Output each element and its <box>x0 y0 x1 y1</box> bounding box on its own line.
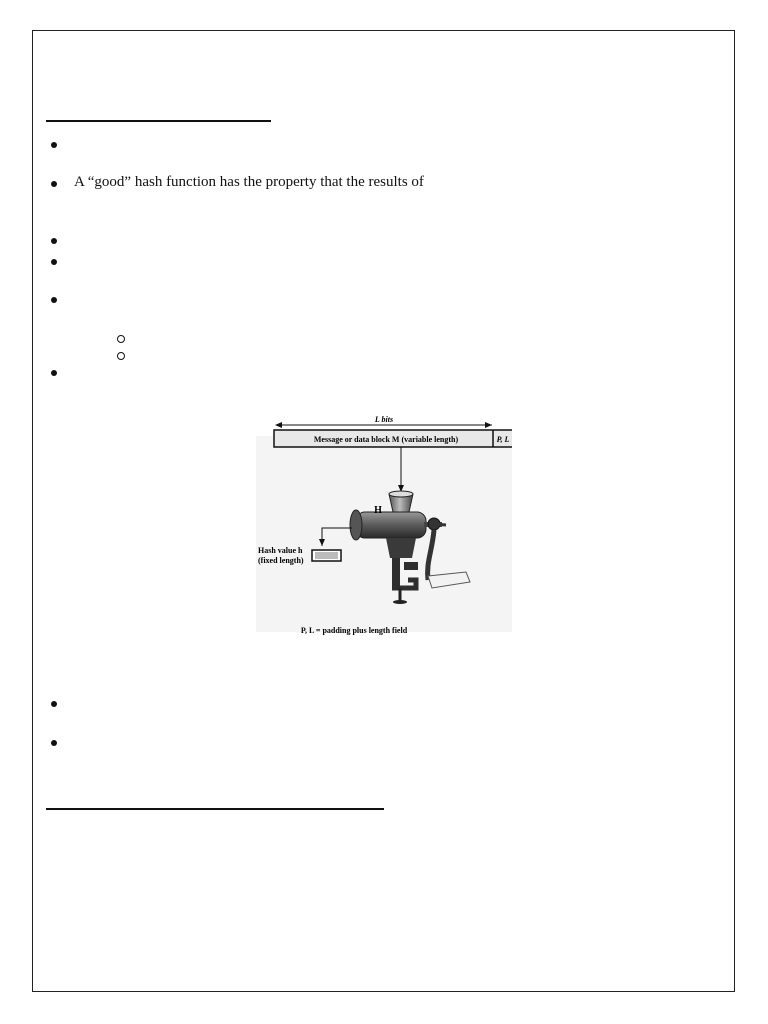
hash-letter: H <box>374 505 382 516</box>
hash-value-label: Hash value h <box>258 546 303 555</box>
bullet-6 <box>51 370 57 376</box>
bullet-3 <box>51 238 57 244</box>
heading-underline-1 <box>46 120 271 122</box>
bullet-2 <box>51 181 57 187</box>
bullet-7 <box>51 701 57 707</box>
pad-label: P, L <box>496 435 510 444</box>
top-label: L bits <box>374 415 394 424</box>
hash-function-figure <box>256 412 512 642</box>
bullet-8 <box>51 740 57 746</box>
hash-value-length-label: (fixed length) <box>258 556 304 565</box>
heading-underline-2 <box>46 808 384 810</box>
bullet-5 <box>51 297 57 303</box>
bullet-1 <box>51 142 57 148</box>
bullet-4 <box>51 259 57 265</box>
bullet-2-text: A “good” hash function has the property that the results of <box>74 174 424 190</box>
sub-bullet-1 <box>117 335 125 343</box>
figure-caption: P, L = padding plus length field <box>300 626 408 635</box>
message-block-label: Message or data block M (variable length) <box>313 435 459 444</box>
sub-bullet-2 <box>117 352 125 360</box>
